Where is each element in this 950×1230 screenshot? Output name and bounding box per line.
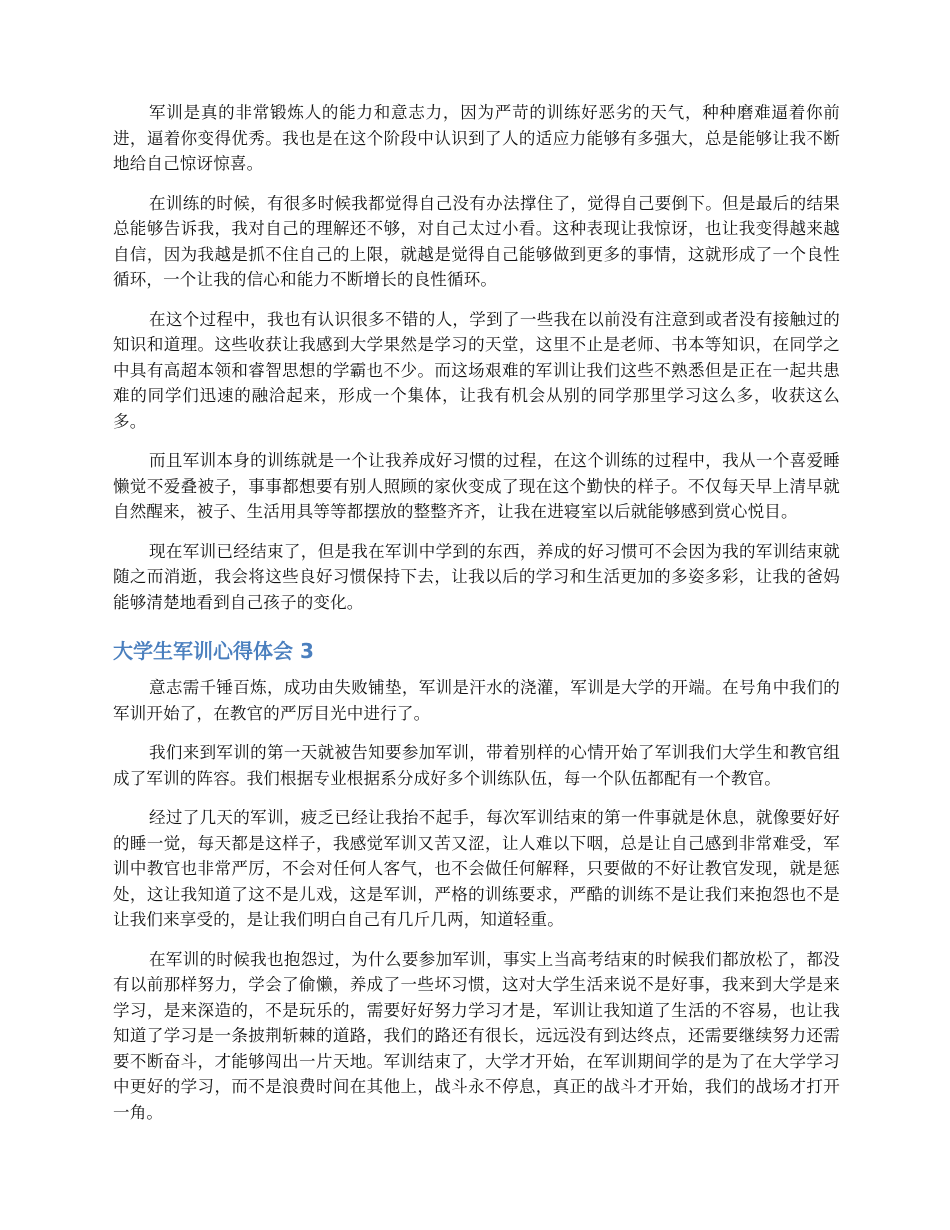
section-heading: 大学生军训心得体会 3 [113, 639, 314, 663]
paragraph: 现在军训已经结束了，但是我在军训中学到的东西，养成的好习惯可不会因为我的军训结束就随之而消逝，我会将这些良好习惯保持下去，让我以后的学习和生活更加的多姿多彩，让我的爸妈能够清楚地看到自己孩子的变化。 [113, 541, 840, 612]
paragraph: 而且军训本身的训练就是一个让我养成好习惯的过程，在这个训练的过程中，我从一个喜爱睡懒觉不爱叠被子，事事都想要有别人照顾的家伙变成了现在这个勤快的样子。不仅每天早上清早就自然醒来，被子、生活用具等等都摆放的整整齐齐，让我在进寝室以后就能够感到赏心悦目。 [113, 451, 840, 521]
paragraph: 在这个过程中，我也有认识很多不错的人，学到了一些我在以前没有注意到或者没有接触过的知识和道理。这些收获让我感到大学果然是学习的天堂，这里不止是老师、书本等知识，在同学之中具有高超本领和睿智思想的学霸也不少。而这场艰难的军训让我们这些不熟悉但是正在一起共患难的同学们迅速的融洽起来，形成一个集体，让我有机会从别的同学那里学习这么多，收获这么多。 [113, 309, 840, 431]
document-page [113, 100, 840, 1139]
paragraph: 在军训的时候我也抱怨过，为什么要参加军训，事实上当高考结束的时候我们都放松了，都没有以前那样努力，学会了偷懒，养成了一些坏习惯，这对大学生活来说不是好事，我来到大学是来学习，是来深造的，不是玩乐的，需要好好努力学习才是，军训让我知道了生活的不容易，也让我知道了学习是一条披荆斩棘的道路，我们的路还有很长，远远没有到达终点，还需要继续努力还需要不断奋斗，才能够闯出一片天地。军训结束了，大学才开始，在军训期间学的是为了在大学学习中更好的学习，而不是浪费时间在其他上，战斗永不停息，真正的战斗才开始，我们的战场才打开一角。 [113, 949, 840, 1122]
paragraph: 我们来到军训的第一天就被告知要参加军训，带着别样的心情开始了军训我们大学生和教官组成了军训的阵容。我们根据专业根据系分成好多个训练队伍，每一个队伍都配有一个教官。 [113, 743, 840, 788]
paragraph: 军训是真的非常锻炼人的能力和意志力，因为严苛的训练好恶劣的天气，种种磨难逼着你前进，逼着你变得优秀。我也是在这个阶段中认识到了人的适应力能够有多强大，总是能够让我不断地给自己惊讶惊喜。 [113, 103, 840, 173]
paragraph: 在训练的时候，有很多时候我都觉得自己没有办法撑住了，觉得自己要倒下。但是最后的结果总能够告诉我，我对自己的理解还不够，对自己太过小看。这种表现让我惊讶，也让我变得越来越自信，因为我越是抓不住自己的上限，就越是觉得自己能够做到更多的事情，这就形成了一个良性循环，一个让我的信心和能力不断增长的良性循环。 [113, 193, 840, 289]
paragraph: 经过了几天的军训，疲乏已经让我抬不起手，每次军训结束的第一件事就是休息，就像要好好的睡一觉，每天都是这样子，我感觉军训又苦又涩，让人难以下咽，总是让自己感到非常难受，军训中教官也非常严厉，不会对任何人客气，也不会做任何解释，只要做的不好让教官发现，就是惩处，这让我知道了这不是儿戏，这是军训，严格的训练要求，严酷的训练不是让我们来抱怨也不是让我们来享受的，是让我们明白自己有几斤几两，知道轻重。 [113, 808, 840, 929]
paragraph: 意志需千锤百炼，成功由失败铺垫，军训是汗水的浇灌，军训是大学的开端。在号角中我们的军训开始了，在教官的严厉目光中进行了。 [113, 678, 840, 723]
